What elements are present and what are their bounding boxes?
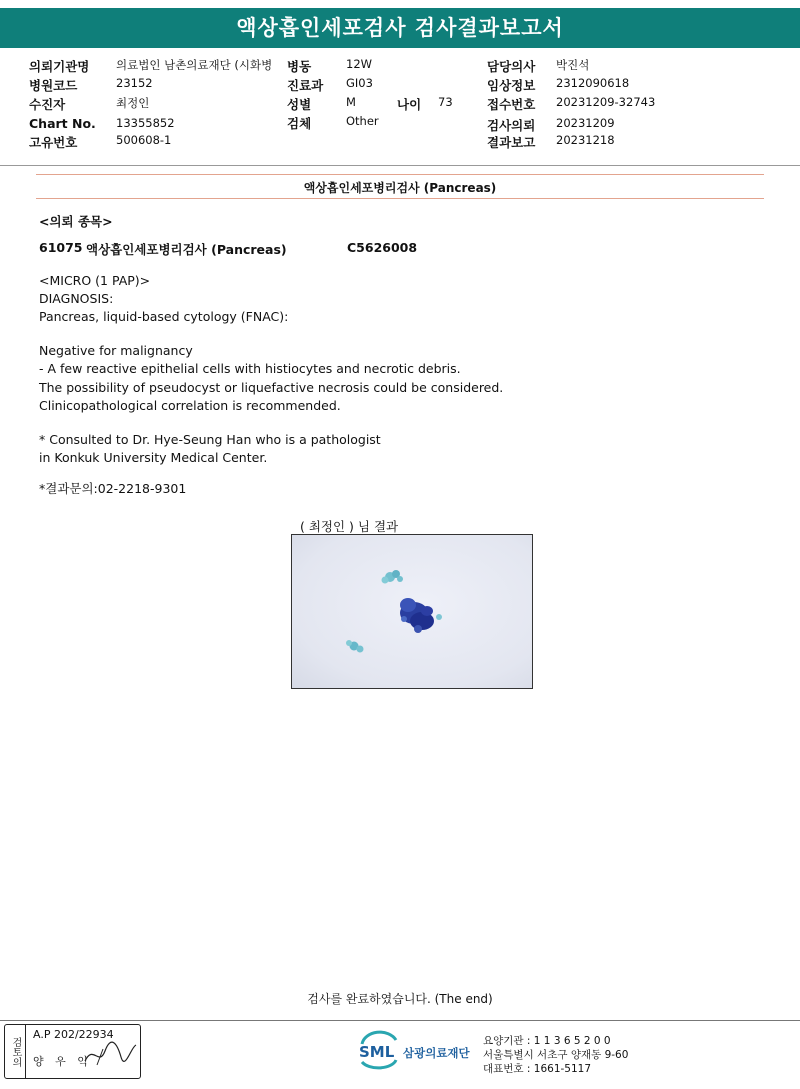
receipt-value: 20231209-32743: [556, 95, 656, 109]
consult-line-1: * Consulted to Dr. Hye-Seung Han who is a pathologist: [39, 432, 381, 447]
clinical-label: 임상정보: [487, 78, 536, 93]
doctor-label: 담당의사: [487, 59, 536, 74]
micro-header: <MICRO (1 PAP)>: [39, 273, 151, 288]
divider: [0, 165, 800, 166]
institution-label: 의뢰기관명: [29, 59, 90, 74]
order-header: <의뢰 종목>: [39, 214, 113, 229]
patient-value: 최정인: [116, 96, 150, 110]
chart-no-label: Chart No.: [29, 116, 96, 131]
cell-cluster-graphic: [292, 535, 532, 688]
sex-label: 성별: [287, 97, 312, 112]
result-line-1: Negative for malignancy: [39, 343, 193, 358]
sml-logo-icon: [356, 1030, 402, 1074]
age-value: 73: [438, 95, 453, 109]
specimen-label: 검체: [287, 116, 312, 131]
ward-value: 12W: [346, 57, 373, 71]
org-name: 삼광의료재단: [403, 1046, 470, 1060]
logo-text: SML: [359, 1043, 395, 1061]
end-of-report: 검사를 완료하였습니다. (The end): [307, 992, 493, 1006]
chart-no-value: 13355852: [116, 116, 175, 130]
inquiry-phone: *결과문의:02-2218-9301: [39, 481, 187, 496]
footer-divider: [0, 1020, 800, 1021]
report-value: 20231218: [556, 133, 615, 147]
age-label: 나이: [397, 97, 422, 112]
doctor-value: 박진석: [556, 58, 590, 72]
section-bottom-rule: [36, 198, 764, 199]
consult-line-2: in Konkuk University Medical Center.: [39, 450, 268, 465]
receipt-label: 접수번호: [487, 97, 536, 112]
title-bar: [0, 8, 800, 48]
hospital-code-value: 23152: [116, 76, 153, 90]
diagnosis-label: DIAGNOSIS:: [39, 291, 114, 306]
order-name: 액상흡인세포병리검사 (Pancreas): [86, 242, 287, 257]
signature-icon: [83, 1039, 138, 1069]
stamp-ap-number: A.P 202/22934: [33, 1028, 114, 1041]
stamp-pathologist-name: 양 우 익: [33, 1055, 92, 1068]
result-line-3: The possibility of pseudocyst or liquefactive necrosis could be considered.: [39, 380, 504, 395]
clinical-value: 2312090618: [556, 76, 630, 90]
result-line-4: Clinicopathological correlation is recommended.: [39, 398, 341, 413]
specimen-value: Other: [346, 114, 379, 128]
section-title: 액상흡인세포병리검사 (Pancreas): [303, 181, 497, 195]
org-code: 요양기관 : 1 1 3 6 5 2 0 0: [483, 1035, 611, 1047]
section-top-rule: [36, 174, 764, 175]
result-line-2: - A few reactive epithelial cells with histiocytes and necrotic debris.: [39, 361, 461, 376]
report-title: 액상흡인세포검사 검사결과보고서: [236, 16, 564, 40]
org-phone: 대표번호 : 1661-5117: [483, 1063, 592, 1075]
image-caption: ( 최정인 ) 님 결과: [300, 519, 399, 534]
order-code: 61075: [39, 240, 83, 255]
diagnosis-site: Pancreas, liquid-based cytology (FNAC):: [39, 309, 289, 324]
dept-value: GI03: [346, 76, 373, 90]
org-address: 서울특별시 서초구 양재동 9-60: [483, 1049, 629, 1061]
unique-no-label: 고유번호: [29, 135, 78, 150]
order-id: C5626008: [347, 240, 418, 255]
patient-label: 수진자: [29, 97, 66, 112]
sex-value: M: [346, 95, 356, 109]
unique-no-value: 500608-1: [116, 133, 172, 147]
stamp-vertical-label: 검토의: [5, 1025, 26, 1078]
signature-stamp: [4, 1024, 141, 1079]
patient-info-block: [0, 55, 800, 165]
hospital-code-label: 병원코드: [29, 78, 78, 93]
request-label: 검사의뢰: [487, 118, 536, 133]
report-label: 결과보고: [487, 135, 536, 150]
dept-label: 진료과: [287, 78, 324, 93]
microscopy-image: [291, 534, 533, 689]
request-value: 20231209: [556, 116, 615, 130]
institution-value: 의료법인 남촌의료재단 (시화병: [116, 58, 273, 72]
ward-label: 병동: [287, 59, 312, 74]
report-header: [0, 0, 800, 56]
